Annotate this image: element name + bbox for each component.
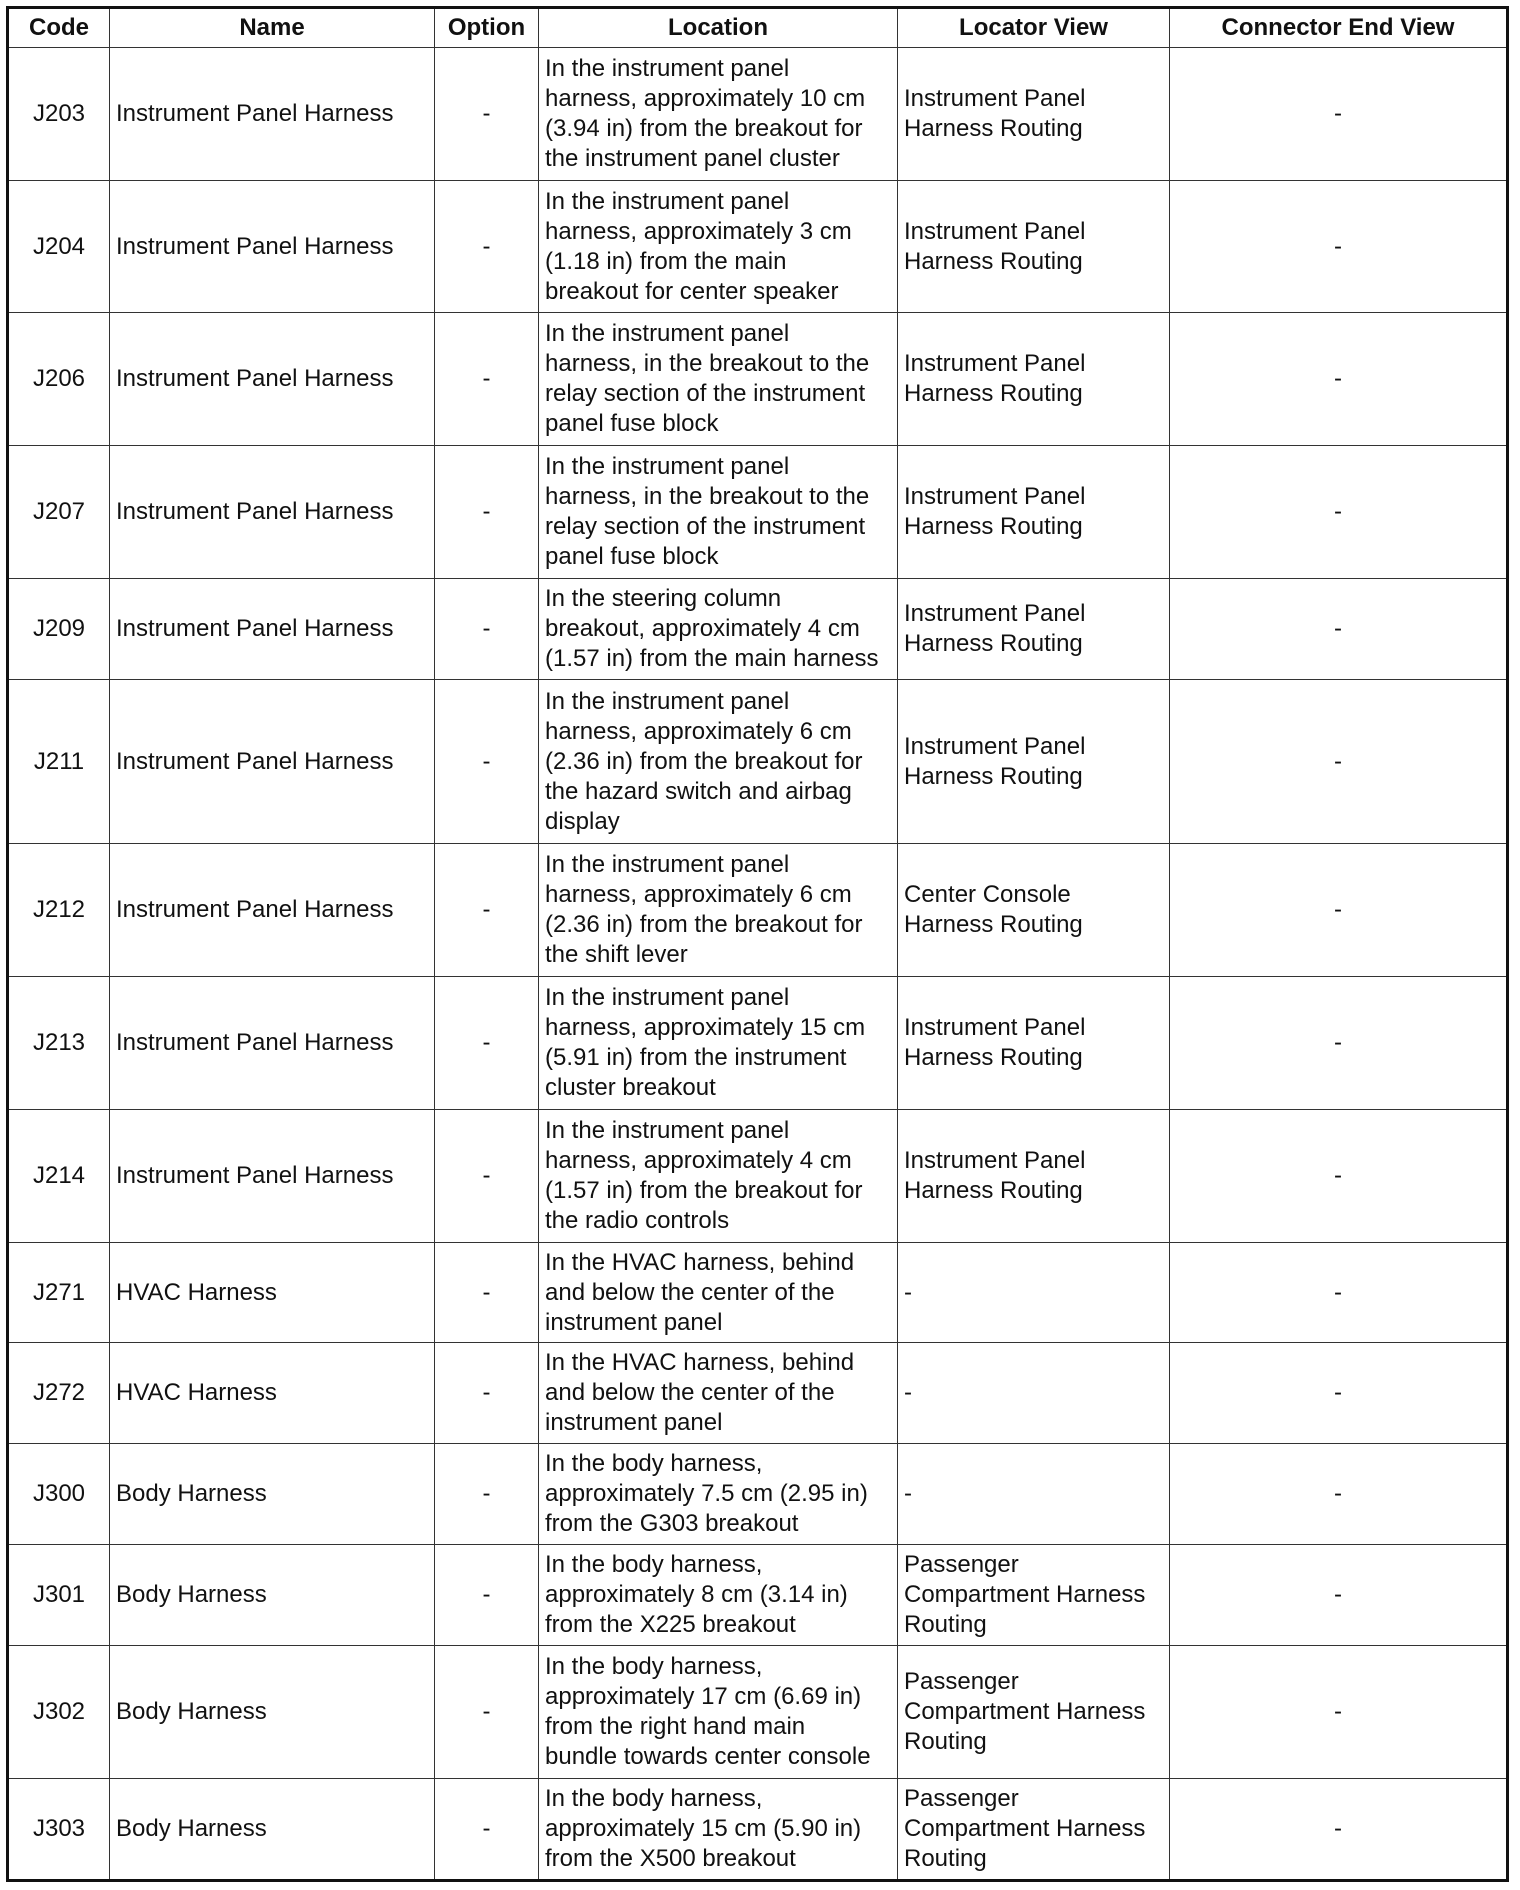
cell-option: - (435, 578, 539, 679)
cell-option: - (435, 446, 539, 579)
cell-connector-end-view: - (1170, 1343, 1508, 1444)
cell-location: In the instrument panel harness, approximately 4 cm (1.57 in) from the breakout for the radio controls (539, 1109, 898, 1242)
table-row (8, 977, 1508, 1110)
table-row (8, 1545, 1508, 1646)
cell-code: J300 (8, 1444, 110, 1545)
header-option: Option (435, 8, 539, 48)
cell-location: In the instrument panel harness, approximately 15 cm (5.91 in) from the instrument cluster breakout (539, 977, 898, 1110)
cell-connector-end-view: - (1170, 1109, 1508, 1242)
cell-name: Instrument Panel Harness (110, 446, 435, 579)
cell-code: J204 (8, 180, 110, 313)
table-body (8, 48, 1508, 1881)
cell-name: Instrument Panel Harness (110, 844, 435, 977)
cell-option: - (435, 977, 539, 1110)
cell-code: J209 (8, 578, 110, 679)
cell-location: In the instrument panel harness, approximately 10 cm (3.94 in) from the breakout for the instrument panel cluster (539, 48, 898, 181)
cell-location: In the HVAC harness, behind and below the center of the instrument panel (539, 1343, 898, 1444)
cell-option: - (435, 1343, 539, 1444)
cell-code: J207 (8, 446, 110, 579)
cell-connector-end-view: - (1170, 1444, 1508, 1545)
header-code: Code (8, 8, 110, 48)
cell-locator-view: Instrument Panel Harness Routing (898, 679, 1170, 844)
cell-option: - (435, 48, 539, 181)
table-row (8, 578, 1508, 679)
cell-location: In the instrument panel harness, approximately 6 cm (2.36 in) from the breakout for the shift lever (539, 844, 898, 977)
cell-locator-view: Instrument Panel Harness Routing (898, 48, 1170, 181)
cell-location: In the instrument panel harness, approximately 3 cm (1.18 in) from the main breakout for center speaker (539, 180, 898, 313)
cell-code: J213 (8, 977, 110, 1110)
cell-connector-end-view: - (1170, 48, 1508, 181)
cell-location: In the steering column breakout, approximately 4 cm (1.57 in) from the main harness (539, 578, 898, 679)
cell-location: In the body harness, approximately 17 cm (6.69 in) from the right hand main bundle towards center console (539, 1646, 898, 1779)
cell-name: Body Harness (110, 1444, 435, 1545)
cell-locator-view: Center Console Harness Routing (898, 844, 1170, 977)
table-row (8, 313, 1508, 446)
header-name: Name (110, 8, 435, 48)
cell-option: - (435, 313, 539, 446)
cell-name: Instrument Panel Harness (110, 180, 435, 313)
cell-name: HVAC Harness (110, 1343, 435, 1444)
cell-code: J206 (8, 313, 110, 446)
header-connector-end-view: Connector End View (1170, 8, 1508, 48)
cell-locator-view: Passenger Compartment Harness Routing (898, 1646, 1170, 1779)
table-row (8, 446, 1508, 579)
table-row (8, 1778, 1508, 1880)
cell-name: Body Harness (110, 1778, 435, 1880)
cell-code: J211 (8, 679, 110, 844)
cell-location: In the body harness, approximately 15 cm (5.90 in) from the X500 breakout (539, 1778, 898, 1880)
cell-name: Instrument Panel Harness (110, 578, 435, 679)
cell-name: Instrument Panel Harness (110, 1109, 435, 1242)
cell-code: J302 (8, 1646, 110, 1779)
cell-code: J203 (8, 48, 110, 181)
cell-location: In the body harness, approximately 7.5 cm (2.95 in) from the G303 breakout (539, 1444, 898, 1545)
table-row (8, 180, 1508, 313)
cell-connector-end-view: - (1170, 977, 1508, 1110)
cell-name: Instrument Panel Harness (110, 313, 435, 446)
cell-connector-end-view: - (1170, 844, 1508, 977)
table-row (8, 1343, 1508, 1444)
header-row (8, 8, 1508, 48)
cell-name: Instrument Panel Harness (110, 679, 435, 844)
cell-option: - (435, 1778, 539, 1880)
table-row (8, 1444, 1508, 1545)
cell-locator-view: Instrument Panel Harness Routing (898, 977, 1170, 1110)
cell-connector-end-view: - (1170, 578, 1508, 679)
cell-locator-view: Passenger Compartment Harness Routing (898, 1778, 1170, 1880)
cell-code: J212 (8, 844, 110, 977)
cell-location: In the instrument panel harness, in the breakout to the relay section of the instrument panel fuse block (539, 313, 898, 446)
header-location: Location (539, 8, 898, 48)
table-row (8, 48, 1508, 181)
cell-connector-end-view: - (1170, 679, 1508, 844)
cell-locator-view: Instrument Panel Harness Routing (898, 446, 1170, 579)
cell-option: - (435, 1545, 539, 1646)
cell-option: - (435, 844, 539, 977)
cell-name: Instrument Panel Harness (110, 48, 435, 181)
table-row (8, 1646, 1508, 1779)
table-row (8, 844, 1508, 977)
cell-code: J303 (8, 1778, 110, 1880)
cell-locator-view: - (898, 1242, 1170, 1343)
cell-connector-end-view: - (1170, 180, 1508, 313)
cell-locator-view: Instrument Panel Harness Routing (898, 1109, 1170, 1242)
cell-option: - (435, 1444, 539, 1545)
cell-option: - (435, 180, 539, 313)
cell-locator-view: - (898, 1444, 1170, 1545)
cell-option: - (435, 1242, 539, 1343)
cell-location: In the HVAC harness, behind and below the center of the instrument panel (539, 1242, 898, 1343)
header-locator-view: Locator View (898, 8, 1170, 48)
cell-locator-view: Instrument Panel Harness Routing (898, 578, 1170, 679)
cell-location: In the instrument panel harness, approximately 6 cm (2.36 in) from the breakout for the hazard switch and airbag display (539, 679, 898, 844)
cell-option: - (435, 1109, 539, 1242)
cell-connector-end-view: - (1170, 1242, 1508, 1343)
cell-name: Body Harness (110, 1646, 435, 1779)
table-row (8, 679, 1508, 844)
cell-locator-view: - (898, 1343, 1170, 1444)
cell-name: Instrument Panel Harness (110, 977, 435, 1110)
cell-connector-end-view: - (1170, 1778, 1508, 1880)
cell-locator-view: Instrument Panel Harness Routing (898, 313, 1170, 446)
cell-locator-view: Passenger Compartment Harness Routing (898, 1545, 1170, 1646)
cell-connector-end-view: - (1170, 1646, 1508, 1779)
cell-option: - (435, 679, 539, 844)
cell-option: - (435, 1646, 539, 1779)
cell-code: J272 (8, 1343, 110, 1444)
table-row (8, 1242, 1508, 1343)
cell-code: J214 (8, 1109, 110, 1242)
cell-connector-end-view: - (1170, 1545, 1508, 1646)
cell-connector-end-view: - (1170, 313, 1508, 446)
cell-location: In the instrument panel harness, in the breakout to the relay section of the instrument panel fuse block (539, 446, 898, 579)
cell-location: In the body harness, approximately 8 cm (3.14 in) from the X225 breakout (539, 1545, 898, 1646)
cell-name: Body Harness (110, 1545, 435, 1646)
cell-code: J301 (8, 1545, 110, 1646)
cell-connector-end-view: - (1170, 446, 1508, 579)
cell-locator-view: Instrument Panel Harness Routing (898, 180, 1170, 313)
connector-table (6, 6, 1509, 1882)
table-row (8, 1109, 1508, 1242)
cell-code: J271 (8, 1242, 110, 1343)
cell-name: HVAC Harness (110, 1242, 435, 1343)
